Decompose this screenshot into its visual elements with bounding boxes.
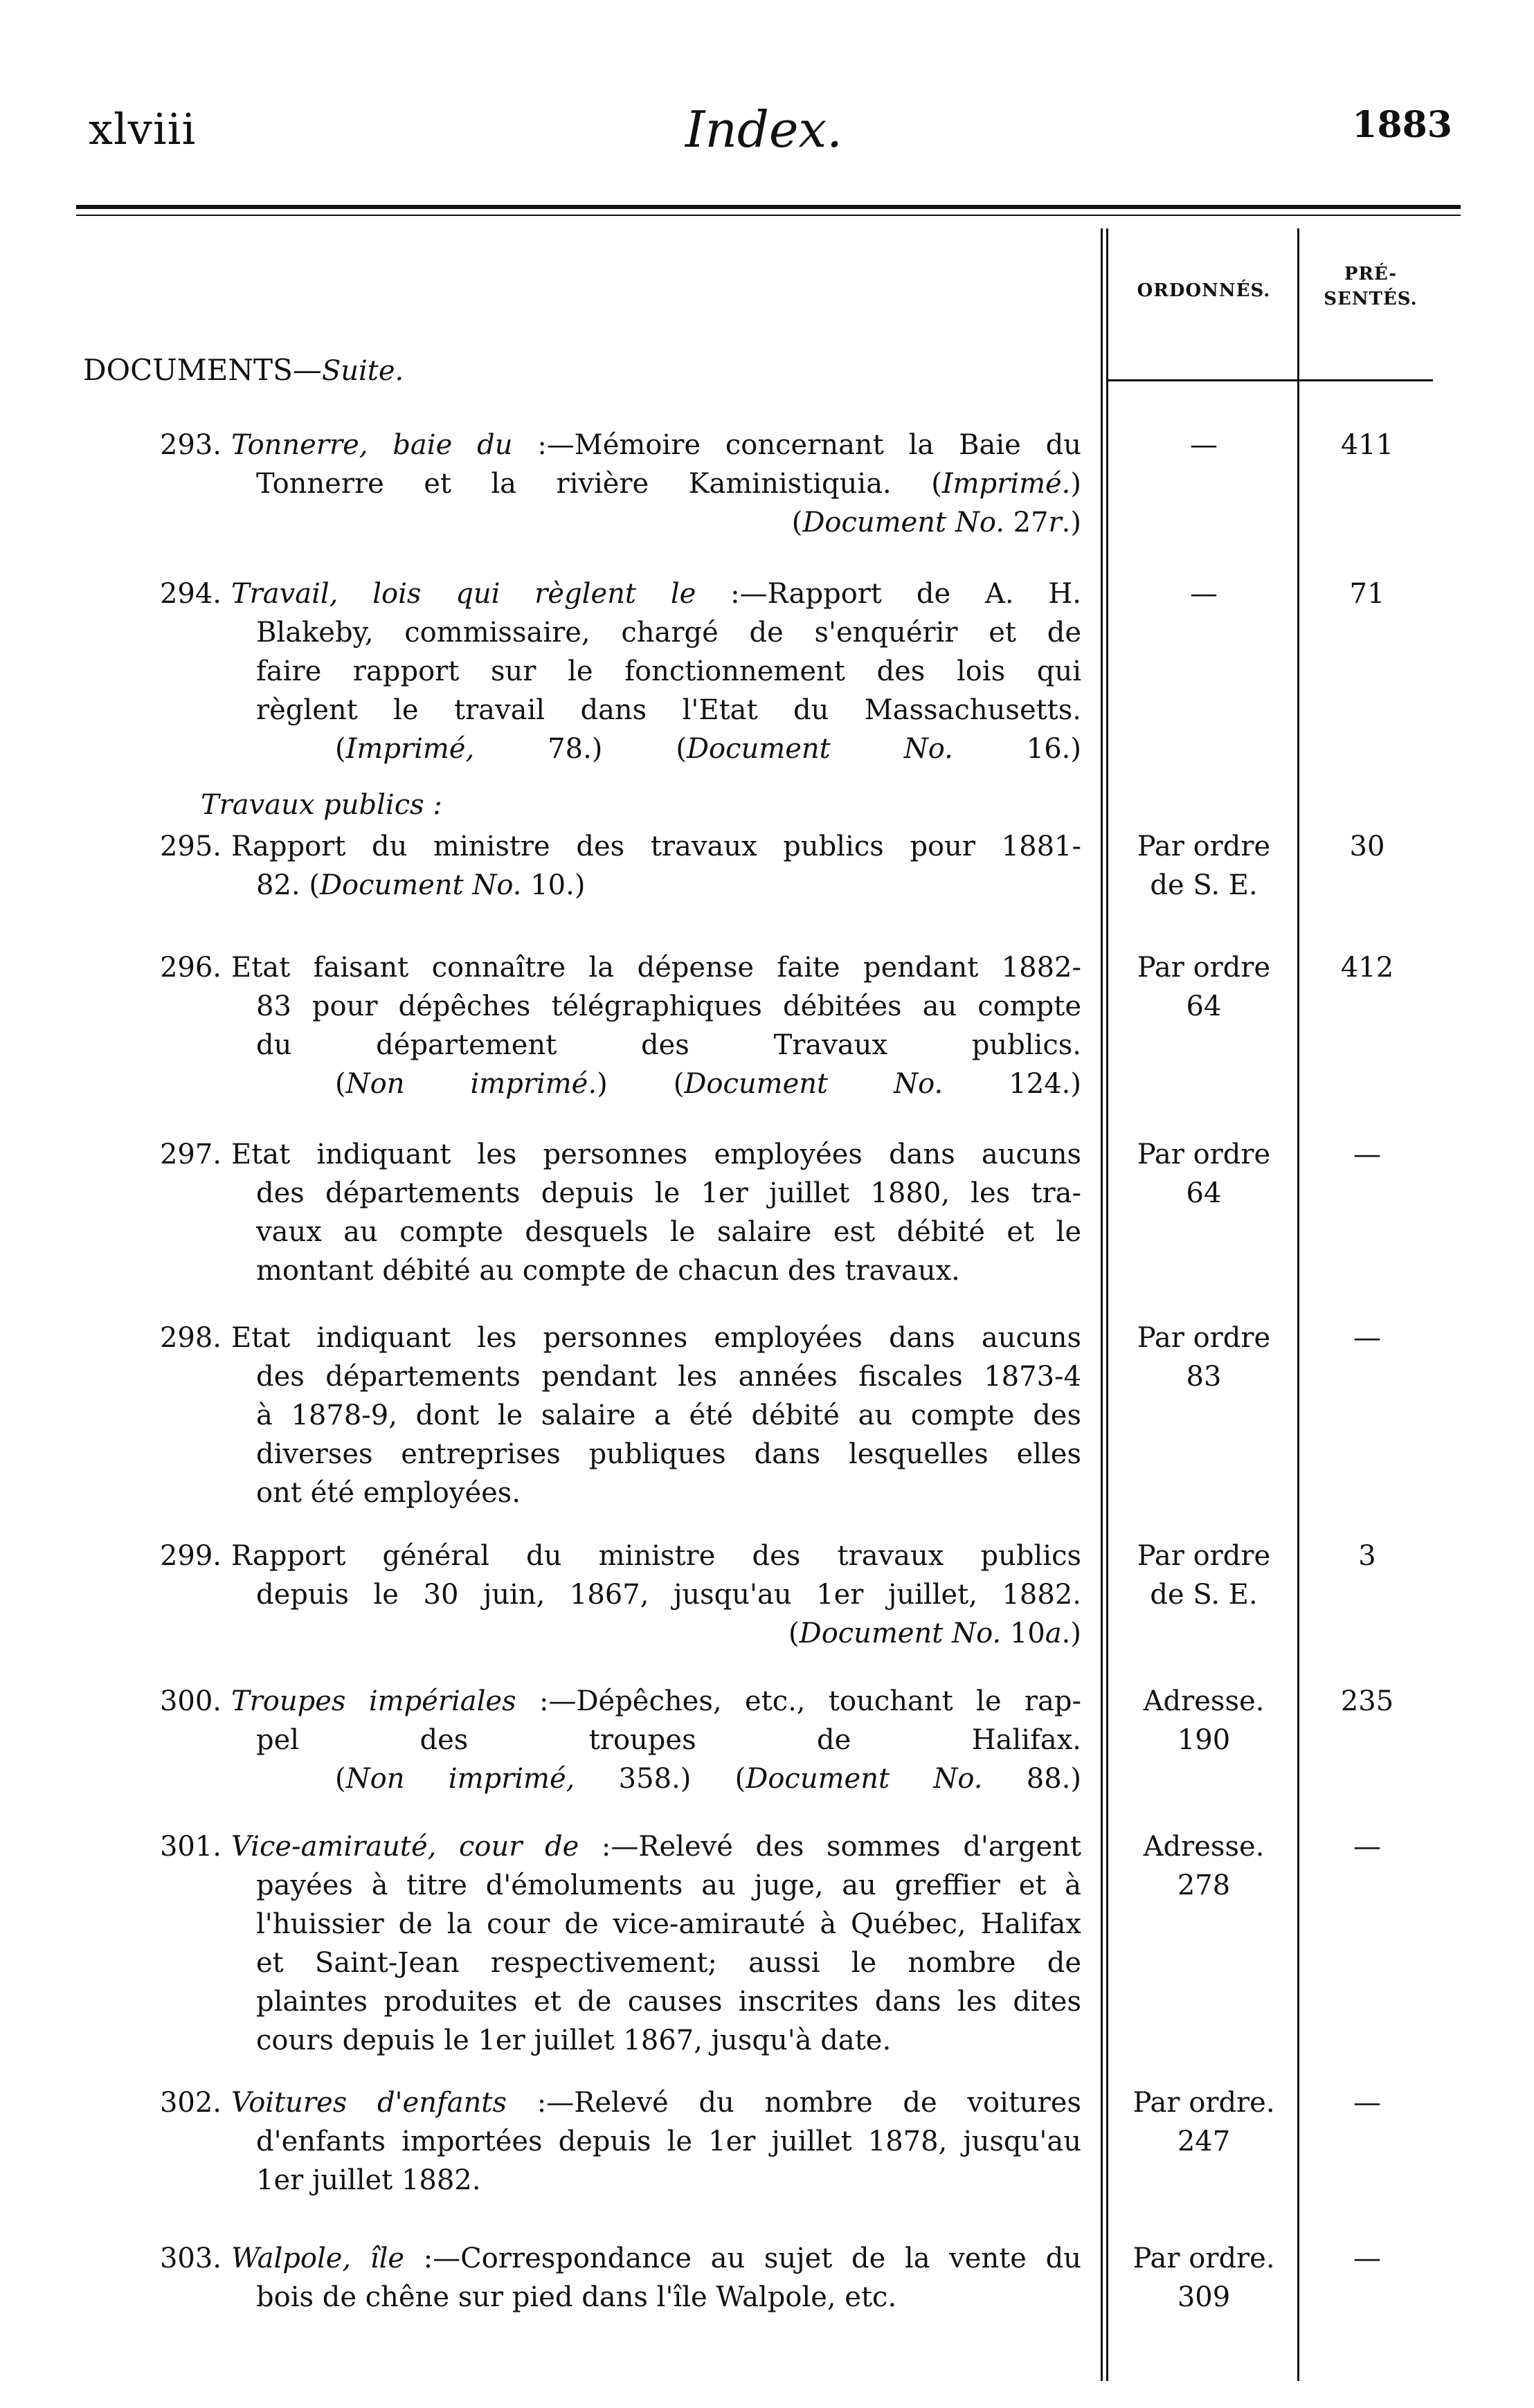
entry-ordered xyxy=(1117,2239,1290,2317)
entry-ordered xyxy=(1117,426,1290,464)
entry-ordered-line: Par ordre xyxy=(1137,1139,1271,1170)
entry-line: des départements depuis le 1er juillet 1880, les tra- xyxy=(256,1177,1081,1209)
entry-ordered-line: 247 xyxy=(1177,2126,1231,2157)
entry-line: vaux au compte desquels le salaire est débité et le xyxy=(256,1216,1081,1248)
column-heading-presented-line2: SENTÉS. xyxy=(1324,289,1418,309)
entry-description xyxy=(231,1319,1081,1512)
entry-line: Etat indiquant les personnes employées dans aucuns xyxy=(231,1322,1081,1354)
entry-line: Tonnerre, baie du :—Mémoire concernant la Baie du xyxy=(231,429,1081,461)
entry-line: Vice-amirauté, cour de :—Relevé des sommes d'argent xyxy=(231,1831,1081,1863)
column-divider-left-a xyxy=(1101,228,1103,2381)
entry-ordered-line: Par ordre. xyxy=(1133,2087,1275,2119)
entry-line: du département des Travaux publics. xyxy=(256,1029,1081,1061)
entry-ordered xyxy=(1117,2083,1290,2161)
entry-line: depuis le 30 juin, 1867, jusqu'au 1er juillet, 1882. xyxy=(256,1579,1081,1611)
entry-description xyxy=(231,2083,1081,2200)
entry-ordered-line: 83 xyxy=(1186,1361,1222,1393)
entry-line: Rapport général du ministre des travaux publics xyxy=(231,1540,1081,1572)
column-heading-ordered: ORDONNÉS. xyxy=(1137,280,1271,301)
entry-presented: 71 xyxy=(1349,578,1385,610)
entry-ordered-line: Par ordre xyxy=(1137,952,1271,984)
entry-ordered-line: 190 xyxy=(1177,1724,1231,1756)
entry-ordered-line: — xyxy=(1190,578,1218,610)
entry-number: 302. xyxy=(159,2087,222,2119)
entry-line: montant débité au compte de chacun des travaux. xyxy=(256,1255,960,1287)
column-divider-left-b xyxy=(1106,228,1108,2381)
entry-ordered xyxy=(1117,1682,1290,1759)
entry-presented: — xyxy=(1353,2243,1381,2274)
entry-ordered-line: de S. E. xyxy=(1150,1579,1258,1611)
entry-line: plaintes produites et de causes inscrites dans les dites xyxy=(256,1986,1081,2018)
entry-line: Voitures d'enfants :—Relevé du nombre de voitures xyxy=(231,2087,1081,2119)
entry-number: 296. xyxy=(159,952,222,984)
header-rule-thick xyxy=(76,205,1461,209)
entry-ordered-line: Par ordre xyxy=(1137,1540,1271,1572)
entry-number: 294. xyxy=(159,578,222,610)
entry-ordered xyxy=(1117,1537,1290,1614)
entry-ordered-line: Par ordre xyxy=(1137,1322,1271,1354)
entry-description xyxy=(231,2239,1081,2317)
entry-line: 83 pour dépêches télégraphiques débitées au compte xyxy=(256,990,1081,1022)
page-title: Index. xyxy=(685,100,843,159)
entry-line: des départements pendant les années fiscales 1873-4 xyxy=(256,1361,1081,1393)
entry-description xyxy=(231,948,1081,1103)
entry-line: faire rapport sur le fonctionnement des lois qui xyxy=(256,655,1081,687)
entry-ordered-line: Adresse. xyxy=(1143,1685,1265,1717)
entry-description xyxy=(231,574,1081,768)
entry-description xyxy=(231,426,1081,542)
entry-ordered-line: Adresse. xyxy=(1143,1831,1265,1863)
page-year: 1883 xyxy=(1352,104,1452,146)
entry-description xyxy=(231,827,1081,905)
subheading: Travaux publics : xyxy=(201,789,442,821)
header-rule-thin xyxy=(76,215,1461,216)
entry-number: 298. xyxy=(159,1322,222,1354)
entry-line: pel des troupes de Halifax. xyxy=(256,1724,1081,1756)
entry-number: 293. xyxy=(159,429,222,461)
entry-presented: 235 xyxy=(1340,1685,1394,1717)
entry-presented: — xyxy=(1353,1831,1381,1863)
column-divider-right xyxy=(1297,228,1299,2381)
entry-description xyxy=(231,1827,1081,2060)
entry-number: 300. xyxy=(159,1685,222,1717)
entry-ordered xyxy=(1117,1827,1290,1905)
section-title-main: DOCUMENTS— xyxy=(83,353,322,387)
entry-description xyxy=(231,1135,1081,1290)
entry-number: 301. xyxy=(159,1831,222,1863)
entry-line: bois de chêne sur pied dans l'île Walpole, etc. xyxy=(256,2281,897,2313)
entry-presented: 412 xyxy=(1340,952,1394,984)
entry-line: (Document No. 27r.) xyxy=(791,507,1081,538)
entry-ordered-line: Par ordre. xyxy=(1133,2243,1275,2274)
entry-ordered-line: Par ordre xyxy=(1137,831,1271,862)
entry-line: (Imprimé, 78.) (Document No. 16.) xyxy=(335,733,1081,765)
entry-line: Walpole, île :—Correspondance au sujet de la vente du xyxy=(231,2243,1081,2274)
column-heading-underline xyxy=(1108,379,1433,381)
entry-line: à 1878-9, dont le salaire a été débité au compte des xyxy=(256,1400,1081,1431)
entry-presented: 411 xyxy=(1340,429,1394,461)
entry-presented: — xyxy=(1353,2087,1381,2119)
entry-line: 82. (Document No. 10.) xyxy=(256,869,586,901)
entry-line: (Non imprimé.) (Document No. 124.) xyxy=(335,1068,1081,1100)
entry-line: diverses entreprises publiques dans lesquelles elles xyxy=(256,1438,1081,1470)
entry-ordered xyxy=(1117,574,1290,613)
entry-line: Blakeby, commissaire, chargé de s'enquérir et de xyxy=(256,617,1081,649)
entry-number: 299. xyxy=(159,1540,222,1572)
entry-line: (Non imprimé, 358.) (Document No. 88.) xyxy=(335,1763,1082,1795)
entry-ordered xyxy=(1117,1319,1290,1396)
entry-number: 295. xyxy=(159,831,222,862)
entry-line: Etat indiquant les personnes employées dans aucuns xyxy=(231,1139,1081,1170)
entry-line: cours depuis le 1er juillet 1867, jusqu'à date. xyxy=(256,2025,892,2056)
entry-line: 1er juillet 1882. xyxy=(256,2164,481,2196)
entry-line: et Saint-Jean respectivement; aussi le nombre de xyxy=(256,1947,1081,1979)
section-title-suffix: Suite. xyxy=(321,355,404,387)
entry-ordered-line: 64 xyxy=(1186,990,1222,1022)
entry-number: 303. xyxy=(159,2243,222,2274)
entry-line: ont été employées. xyxy=(256,1477,521,1509)
page-number: xlviii xyxy=(89,104,197,154)
entry-ordered-line: 309 xyxy=(1177,2281,1231,2313)
entry-line: Travail, lois qui règlent le :—Rapport de A. H. xyxy=(231,578,1081,610)
column-heading-presented xyxy=(1301,262,1440,311)
entry-line: d'enfants importées depuis le 1er juillet 1878, jusqu'au xyxy=(256,2126,1081,2157)
entry-description xyxy=(231,1682,1081,1798)
entry-presented: — xyxy=(1353,1139,1381,1170)
entry-ordered xyxy=(1117,948,1290,1026)
entry-ordered-line: — xyxy=(1190,429,1218,461)
entry-line: Troupes impériales :—Dépêches, etc., touchant le rap- xyxy=(231,1685,1081,1717)
entry-ordered-line: 278 xyxy=(1177,1870,1231,1901)
entry-line: (Document No. 10a.) xyxy=(788,1618,1081,1649)
entry-presented: 30 xyxy=(1349,831,1385,862)
entry-line: l'huissier de la cour de vice-amirauté à Québec, Halifax xyxy=(256,1908,1081,1940)
entry-line: règlent le travail dans l'Etat du Massachusetts. xyxy=(256,694,1081,726)
entry-presented: — xyxy=(1353,1322,1381,1354)
entry-line: Etat faisant connaître la dépense faite pendant 1882- xyxy=(231,952,1081,984)
entry-line: Tonnerre et la rivière Kaministiquia. (Imprimé.) xyxy=(256,468,1081,500)
column-heading-presented-line1: PRÉ- xyxy=(1344,264,1398,284)
entry-number: 297. xyxy=(159,1139,222,1170)
section-title xyxy=(83,353,404,387)
entry-ordered-line: de S. E. xyxy=(1150,869,1258,901)
entry-ordered xyxy=(1117,827,1290,905)
entry-ordered xyxy=(1117,1135,1290,1213)
entry-ordered-line: 64 xyxy=(1186,1177,1222,1209)
entry-presented: 3 xyxy=(1358,1540,1376,1572)
entry-line: Rapport du ministre des travaux publics pour 1881- xyxy=(231,831,1081,862)
entry-description xyxy=(231,1537,1081,1653)
entry-line: payées à titre d'émoluments au juge, au greffier et à xyxy=(256,1870,1081,1901)
